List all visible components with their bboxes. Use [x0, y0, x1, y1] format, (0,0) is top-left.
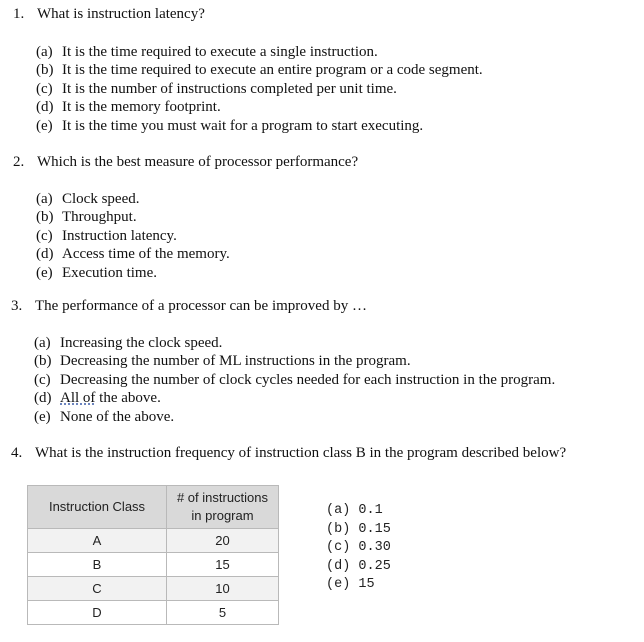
option-a [36, 190, 139, 208]
table-row [28, 577, 279, 601]
answer-options [326, 502, 391, 595]
option-text: None of the above. [60, 409, 175, 425]
table-cell: 10 [167, 577, 279, 601]
option-e [36, 117, 423, 135]
option-text: It is the time you must wait for a program to start executing. [62, 118, 424, 134]
option-label: (a) [36, 44, 53, 60]
option-label: (d) [34, 390, 52, 406]
option-a [326, 502, 391, 521]
option-text: Clock speed. [62, 191, 140, 207]
table-row [28, 601, 279, 625]
option-text: the above. [95, 390, 161, 406]
option-a [36, 43, 378, 61]
option-c [36, 80, 397, 98]
question-text: What is the instruction frequency of instruction class B in the program described below? [35, 445, 567, 461]
option-d [36, 245, 230, 263]
option-b [36, 208, 137, 226]
option-b [36, 61, 483, 79]
option-label: (c) [34, 372, 51, 388]
option-label: (c) [326, 540, 351, 555]
header-line: in program [191, 508, 254, 523]
option-label: (d) [36, 246, 54, 262]
option-text: Decreasing the number of ML instructions in the program. [60, 353, 411, 369]
option-label: (c) [36, 81, 53, 97]
option-text: It is the time required to execute a single instruction. [62, 44, 378, 60]
option-text: Increasing the clock speed. [60, 335, 223, 351]
option-d [326, 558, 391, 577]
table-row [28, 553, 279, 577]
option-e [326, 576, 391, 595]
option-a [34, 334, 222, 352]
option-label: (e) [36, 118, 53, 134]
table-cell: 15 [167, 553, 279, 577]
option-text: Execution time. [62, 265, 157, 281]
question-text: Which is the best measure of processor performance? [37, 154, 359, 170]
option-text: Throughput. [62, 209, 137, 225]
table-cell: 5 [167, 601, 279, 625]
option-label: (b) [326, 521, 351, 537]
option-text: 0.25 [358, 558, 391, 574]
table-cell: D [28, 601, 167, 625]
question-text: What is instruction latency? [37, 6, 205, 22]
option-text: 15 [358, 577, 375, 592]
question-number: 2. [13, 154, 25, 170]
table-cell: B [28, 553, 167, 577]
option-label: (e) [36, 265, 53, 281]
table-header-instruction-class: Instruction Class [28, 486, 167, 529]
option-label: (a) [36, 191, 53, 207]
option-label: (a) [34, 335, 51, 351]
option-label: (e) [34, 409, 51, 425]
question-number: 1. [13, 6, 25, 22]
option-c [326, 539, 391, 558]
option-text: 0.15 [358, 521, 391, 537]
question-number: 4. [11, 445, 23, 461]
option-c [36, 227, 177, 245]
option-label: (b) [36, 209, 54, 225]
question-text: The performance of a processor can be improved by … [35, 298, 367, 314]
option-d [36, 98, 221, 116]
option-text-underlined: All of [60, 390, 96, 406]
option-d [34, 389, 161, 407]
instruction-table [27, 485, 279, 625]
table-cell: A [28, 529, 167, 553]
option-label: (d) [326, 558, 351, 574]
table-cell: C [28, 577, 167, 601]
table-header-instruction-count [167, 486, 279, 529]
option-text: 0.1 [358, 503, 383, 518]
option-b [34, 352, 411, 370]
option-label: (a) [326, 503, 351, 518]
option-e [34, 408, 174, 426]
table-row [28, 529, 279, 553]
option-text: Instruction latency. [62, 228, 177, 244]
table-header-row [28, 486, 279, 529]
option-c [34, 371, 555, 389]
option-label: (d) [36, 99, 54, 115]
option-text: Decreasing the number of clock cycles needed for each instruction in the program. [60, 372, 556, 388]
option-e [36, 264, 157, 282]
option-label: (c) [36, 228, 53, 244]
option-text: It is the memory footprint. [62, 99, 221, 115]
header-line: # of instructions [176, 490, 269, 505]
option-text: It is the number of instructions completed per unit time. [62, 81, 397, 97]
option-label: (e) [326, 577, 351, 592]
option-text: Access time of the memory. [62, 246, 230, 262]
option-label: (b) [34, 353, 52, 369]
question-number: 3. [11, 298, 23, 314]
option-text: 0.30 [358, 540, 391, 555]
table-cell: 20 [167, 529, 279, 553]
option-label: (b) [36, 62, 54, 78]
option-text: It is the time required to execute an entire program or a code segment. [62, 62, 483, 78]
option-b [326, 521, 391, 540]
